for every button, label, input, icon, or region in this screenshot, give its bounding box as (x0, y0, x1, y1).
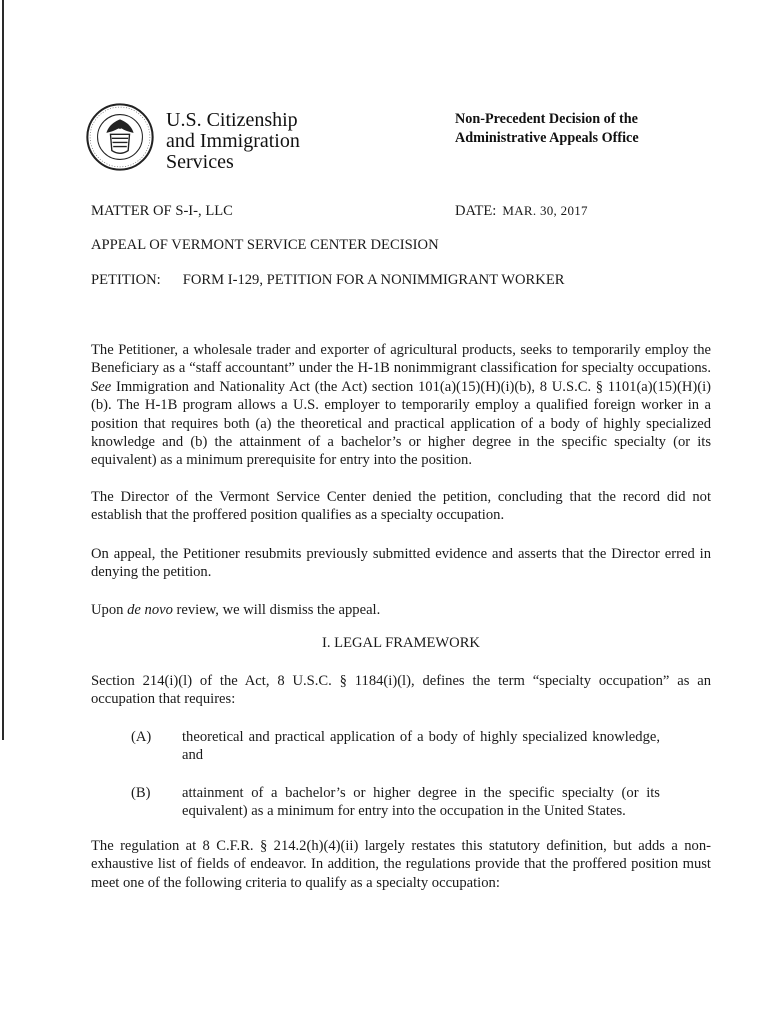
intro-text-a: The Petitioner, a wholesale trader and exporter of agricultural products, seeks to temporarily employ the Beneficiary as a “staff accountant” under the H-1B nonimmigrant classification for specialty occupations. (91, 342, 711, 377)
review-de-novo: de novo (127, 602, 173, 618)
scan-edge-rule (2, 0, 4, 740)
list-item-b-label: (B) (131, 785, 151, 801)
decision-type-line-2: Administrative Appeals Office (455, 130, 639, 146)
paragraph-regulation: The regulation at 8 C.F.R. § 214.2(h)(4)(ii) largely restates this statutory definition, but adds a non-exhaustive list of fields of endeavor. In addition, the regulations provide that the proffered position must meet one of the following criteria to qualify as a specialty occupation: (91, 838, 711, 891)
section-heading: I. LEGAL FRAMEWORK (322, 635, 480, 651)
petition-label: PETITION: (91, 272, 161, 288)
agency-line-1: U.S. Citizenship (166, 109, 298, 131)
agency-name (166, 110, 300, 173)
intro-text-b: Immigration and Nationality Act (the Act) section 101(a)(15)(H)(i)(b), 8 U.S.C. § 1101(a)(15)(H)(i)(b). The H-1B program allows a U.S. employer to temporarily employ a qualified foreign worker in a position that requires both (a) the theoretical and practical application of a body of highly specialized knowledge and (b) the attainment of a bachelor’s or higher degree in the specific specialty (or its equivalent) as a minimum prerequisite for entry into the position. (91, 378, 711, 469)
paragraph-definition: Section 214(i)(l) of the Act, 8 U.S.C. § 1184(i)(l), defines the term “specialty occupation” as an occupation that requires: (91, 673, 711, 708)
agency-line-2: and Immigration (166, 130, 300, 152)
list-item-a-text: theoretical and practical application of a body of highly specialized knowledge, and (182, 729, 660, 764)
appeal-line: APPEAL OF VERMONT SERVICE CENTER DECISION (91, 237, 439, 253)
petition-value: FORM I-129, PETITION FOR A NONIMMIGRANT WORKER (182, 272, 565, 288)
intro-see-signal: See (91, 378, 112, 395)
paragraph-review (91, 601, 711, 619)
decision-type (455, 110, 639, 148)
date-value: MAR. 30, 2017 (502, 203, 588, 218)
date-line (455, 202, 588, 220)
list-item-a-label: (A) (131, 729, 152, 745)
paragraph-intro (91, 341, 711, 470)
agency-line-3: Services (166, 151, 234, 173)
paragraph-on-appeal: On appeal, the Petitioner resubmits previously submitted evidence and asserts that the Director erred in denying the petition. (91, 546, 711, 581)
paragraph-director-denial: The Director of the Vermont Service Center denied the petition, concluding that the record did not establish that the proffered position qualifies as a specialty occupation. (91, 489, 711, 524)
review-text-a: Upon (91, 602, 128, 618)
review-text-b: review, we will dismiss the appeal. (172, 602, 381, 618)
decision-type-line-1: Non-Precedent Decision of the (455, 111, 638, 127)
petition-line (91, 271, 564, 289)
dhs-seal-logo (86, 103, 154, 171)
matter-line: MATTER OF S-I-, LLC (91, 203, 233, 219)
list-item-b-text: attainment of a bachelor’s or higher degree in the specific specialty (or its equivalent) as a minimum for entry into the occupation in the United States. (182, 785, 660, 820)
date-label: DATE: (455, 203, 497, 219)
